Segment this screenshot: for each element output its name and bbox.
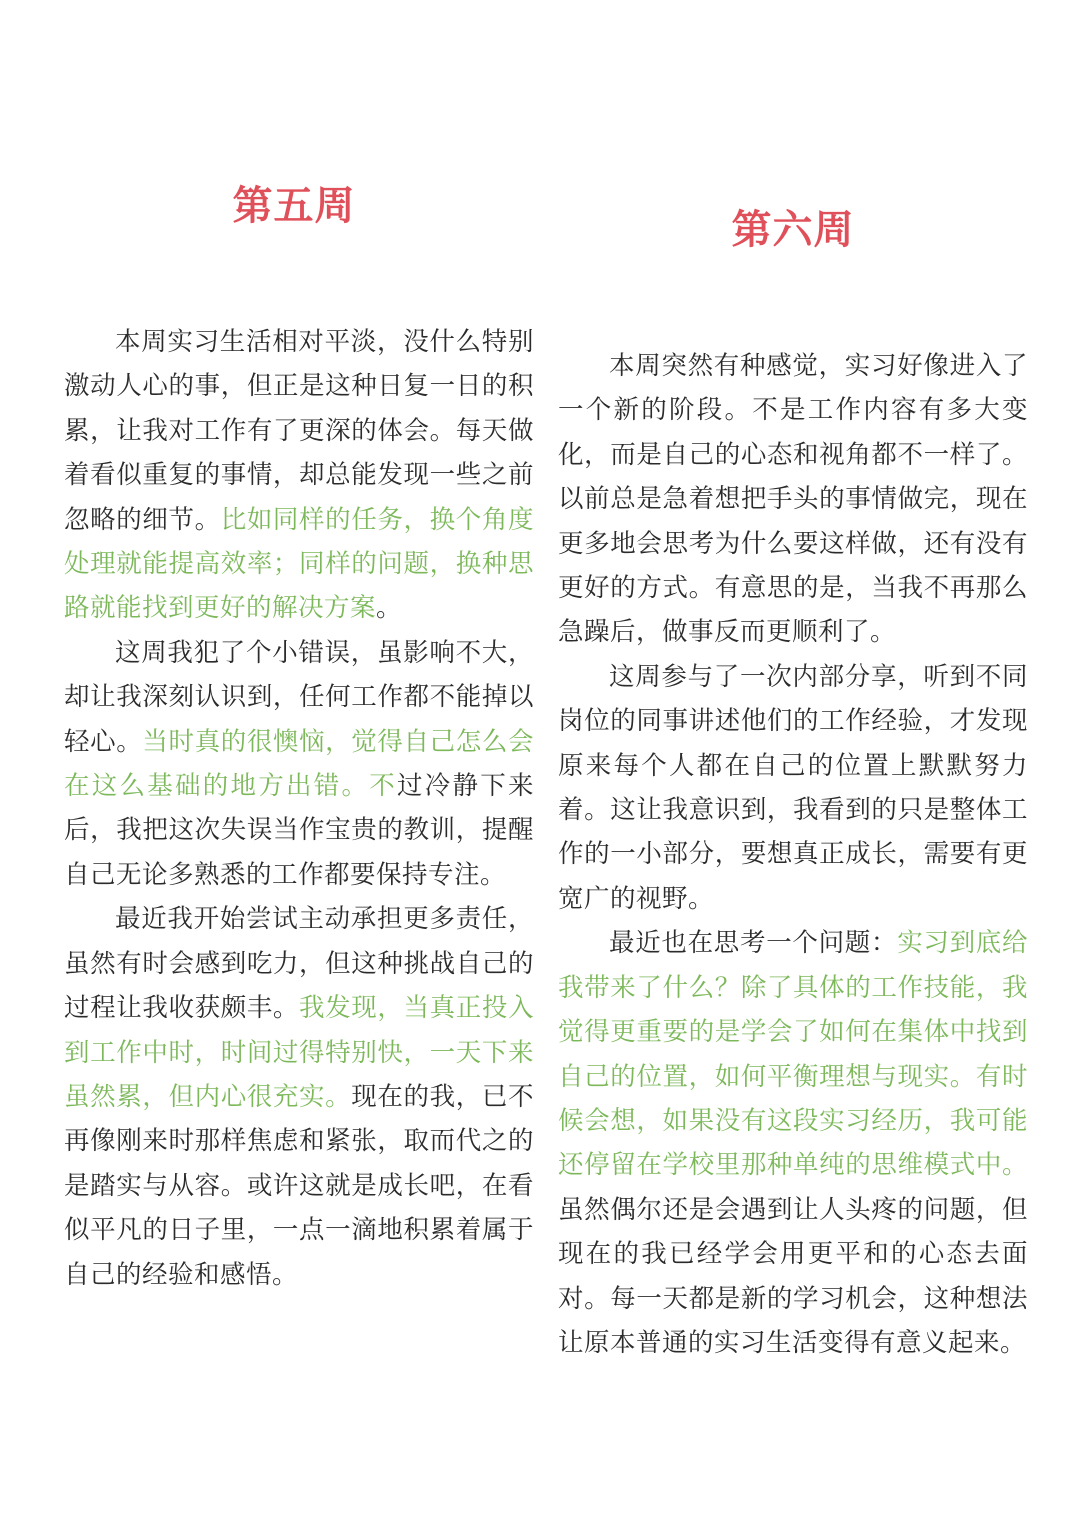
text-segment: 本周实习生活相对平淡，没什么特别激动人心的事，但正是这种日复一日的积累，让我对工作有了更深的体会。每天做着看似重复的事情，却总能发现一些之前忽略的细节。 (64, 327, 534, 535)
week-5-paragraph-1 (64, 320, 534, 631)
text-segment: 这周参与了一次内部分享，听到不同岗位的同事讲述他们的工作经验，才发现原来每个人都在自己的位置上默默努力着。这让我意识到，我看到的只是整体工作的一小部分，要想真正成长，需要有更宽广的视野。 (558, 661, 1028, 914)
text-segment: 过冷静下来后，我把这次失误当作宝贵的教训，提醒自己无论多熟悉的工作都要保持专注。 (64, 771, 534, 890)
text-segment: 。 (376, 593, 403, 624)
text-segment: 最近也在思考一个问题： (609, 928, 898, 959)
text-segment: 虽然偶尔还是会遇到让人头疼的问题，但现在的我已经学会用更平和的心态去面对。每一天都是新的学习机会，这种想法让原本普通的实习生活变得有意义起来。 (558, 1194, 1028, 1358)
week-5-paragraph-2 (64, 631, 534, 897)
highlight-segment: 比如同样的任务，换个角度处理就能提高效率；同样的问题，换种思路就能找到更好的解决方案 (64, 504, 534, 624)
week-5-paragraph-3 (64, 897, 534, 1297)
week-6-paragraph-1 (558, 344, 1028, 655)
highlight-segment: 实习到底给我带来了什么？除了具体的工作技能，我觉得更重要的是学会了如何在集体中找到自己的位置，如何平衡理想与现实。有时候会想，如果没有这段实习经历，我可能还停留在学校里那种单纯的思维模式中。 (558, 928, 1028, 1181)
text-segment: 本周突然有种感觉，实习好像进入了一个新的阶段。不是工作内容有多大变化，而是自己的心态和视角都不一样了。以前总是急着想把手头的事情做完，现在更多地会思考为什么要这样做，还有没有更好的方式。有意思的是，当我不再那么急躁后，做事反而更顺利了。 (558, 351, 1028, 648)
text-segment: 现在的我，已不再像刚来时那样焦虑和紧张，取而代之的是踏实与从容。或许这就是成长吧，在看似平凡的日子里，一点一滴地积累着属于自己的经验和感悟。 (64, 1081, 534, 1290)
week-6-paragraph-2 (558, 655, 1028, 921)
week-5-title: 第五周 (232, 183, 356, 229)
week-5-column (64, 176, 534, 1297)
text-segment: 这周我犯了个小错误，虽影响不大，却让我深刻认识到，任何工作都不能掉以轻心。 (64, 637, 534, 757)
highlight-segment: 我发现，当真正投入到工作中时，时间过得特别快，一天下来虽然累，但内心很充实。 (64, 993, 534, 1112)
week-6-column (558, 200, 1028, 1365)
week-5-body (64, 320, 534, 1297)
week-6-paragraph-3 (558, 921, 1028, 1365)
highlight-segment: 当时真的很懊恼，觉得自己怎么会在这么基础的地方出错。不 (64, 726, 534, 802)
week-6-body (558, 344, 1028, 1365)
week-6-title: 第六周 (731, 207, 855, 253)
text-segment: 最近我开始尝试主动承担更多责任，虽然有时会感到吃力，但这种挑战自己的过程让我收获颇丰。 (64, 904, 534, 1024)
